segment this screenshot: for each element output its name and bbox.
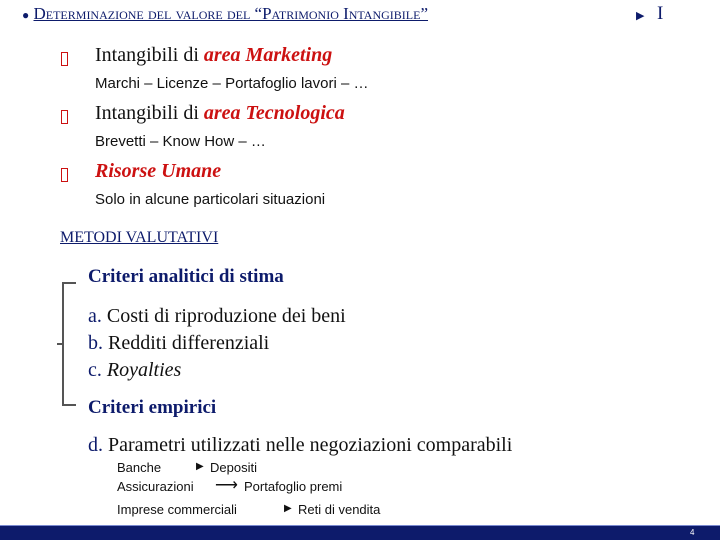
- item-risorse-umane: [95, 160, 221, 183]
- bullet-icon: [61, 52, 68, 66]
- item-highlight: area Marketing: [203, 44, 333, 66]
- list-letter: c.: [88, 359, 102, 381]
- list-letter: b.: [88, 332, 103, 354]
- slide-header: [22, 4, 428, 24]
- mapping-right: Portafoglio premi: [244, 479, 343, 494]
- list-item: [88, 434, 512, 457]
- item-tecnologica: [95, 102, 345, 125]
- list-item: [88, 332, 269, 355]
- item-marketing: [95, 44, 332, 67]
- list-text: Parametri utilizzati nelle negoziazioni comparabili: [103, 434, 513, 456]
- item-marketing-sub: Marchi – Licenze – Portafoglio lavori – …: [95, 75, 369, 92]
- header-bullet: ●: [22, 8, 30, 22]
- mapping-left: Imprese commerciali: [117, 502, 237, 517]
- footer-bar: [0, 525, 720, 540]
- page-number: 4: [690, 528, 695, 537]
- arrow-icon: ⟶: [215, 477, 238, 494]
- item-highlight: Risorse Umane: [95, 160, 222, 182]
- item-prefix: Intangibili di: [95, 44, 204, 66]
- item-highlight: area Tecnologica: [203, 102, 345, 124]
- bracket-top: [62, 282, 76, 284]
- item-tecnologica-sub: Brevetti – Know How – …: [95, 133, 266, 150]
- item-prefix: Intangibili di: [95, 102, 204, 124]
- list-text: Redditi differenziali: [103, 332, 270, 354]
- mapping-left: Banche: [117, 460, 162, 475]
- arrow-icon: ▶: [196, 461, 204, 472]
- section-heading: METODI VALUTATIVI: [60, 229, 219, 246]
- mapping-right: Depositi: [210, 460, 257, 475]
- list-text: Costi di riproduzione dei beni: [101, 305, 346, 327]
- slide-title: Determinazione del valore del “Patrimonio Intangibile”: [33, 4, 429, 23]
- mapping-right: Reti di vendita: [298, 502, 381, 517]
- list-letter: d.: [88, 434, 103, 456]
- list-letter: a.: [88, 305, 102, 327]
- bracket-tick: [57, 343, 64, 345]
- list-item: [88, 305, 346, 328]
- bracket-bottom: [62, 404, 76, 406]
- criteri-analitici-title: Criteri analitici di stima: [88, 266, 284, 287]
- criteri-empirici-title: Criteri empirici: [88, 397, 217, 418]
- bullet-icon: [61, 110, 68, 124]
- bullet-icon: [61, 168, 68, 182]
- mapping-left: Assicurazioni: [117, 479, 194, 494]
- list-item: [88, 359, 181, 382]
- list-text: Royalties: [101, 359, 182, 381]
- item-risorse-umane-sub: Solo in alcune particolari situazioni: [95, 191, 326, 208]
- arrow-icon: ▶: [284, 503, 292, 514]
- header-arrow-icon: ▶: [636, 10, 645, 22]
- section-number: I: [657, 3, 664, 24]
